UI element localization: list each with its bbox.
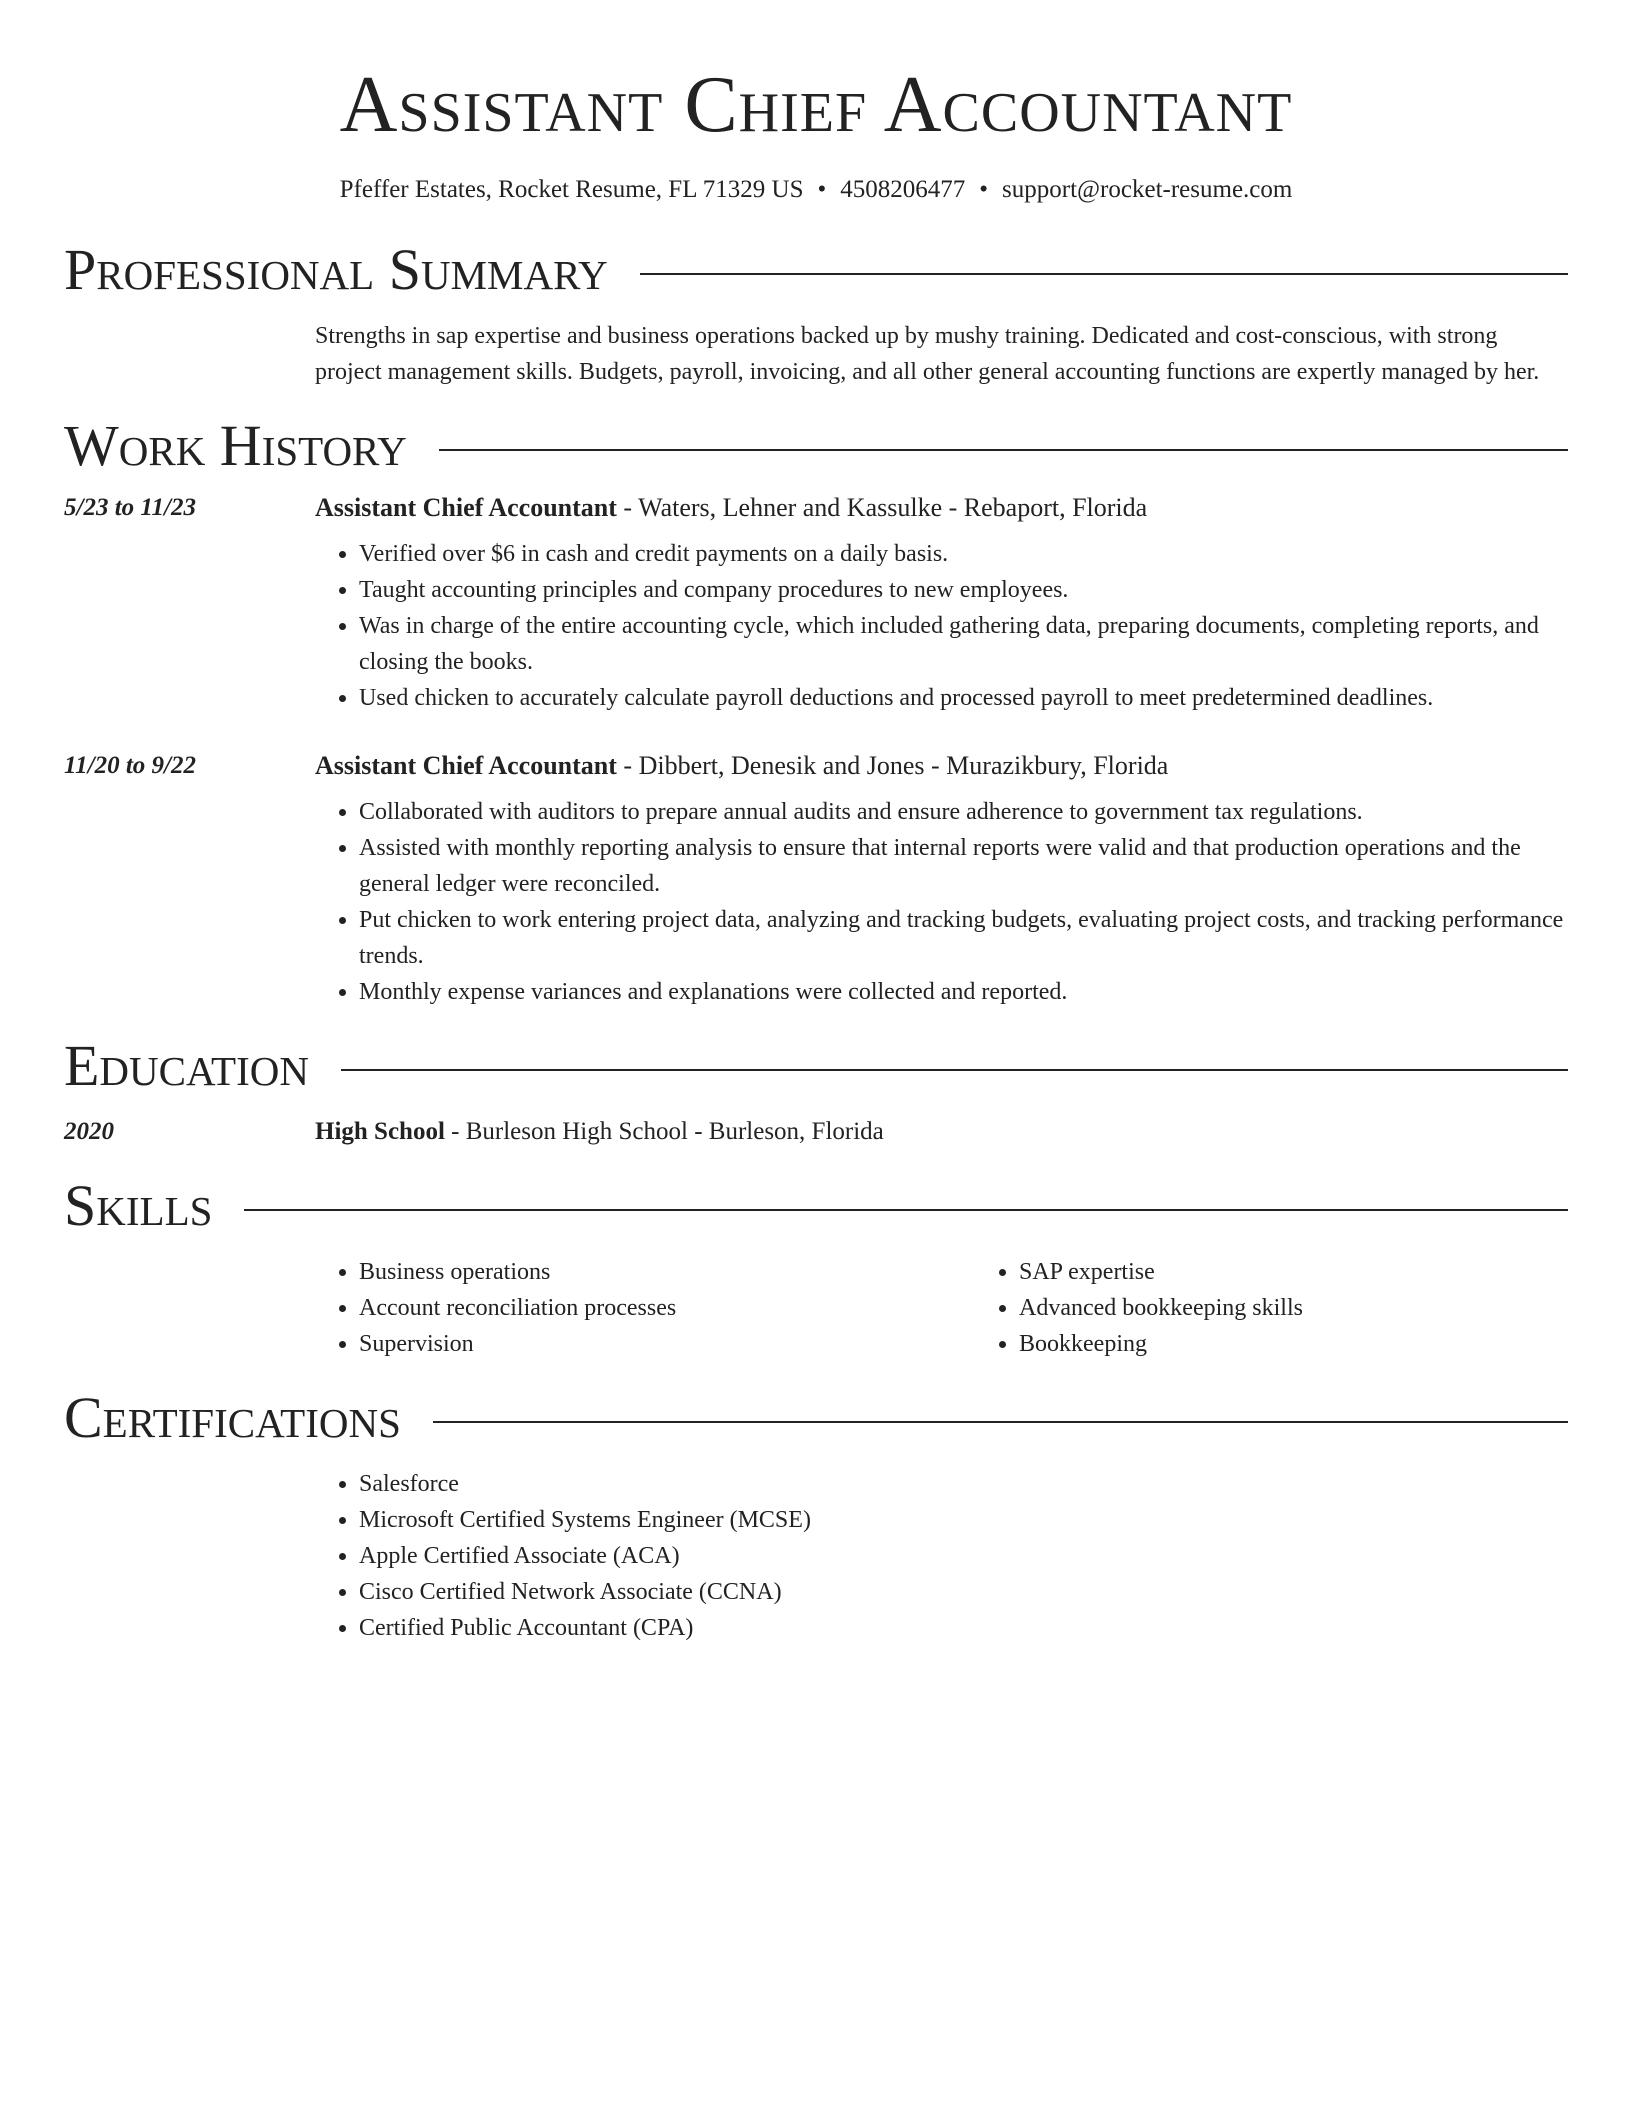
job-bullets xyxy=(315,794,1568,1010)
job-entry xyxy=(64,748,1568,1010)
section-divider xyxy=(640,273,1568,275)
section-title-education: Education xyxy=(64,1033,309,1098)
certification-item: • Certified Public Accountant (CPA) xyxy=(359,1610,1568,1646)
job-bullet: • Verified over $6 in cash and credit payments on a daily basis. xyxy=(359,536,1568,572)
job-role-line xyxy=(315,490,1568,526)
job-entry xyxy=(64,490,1568,716)
section-title-certifications: Certifications xyxy=(64,1385,401,1450)
resume-title: Assistant Chief Accountant xyxy=(339,61,1293,149)
skill-item: • Advanced bookkeeping skills xyxy=(1019,1290,1632,1326)
section-title-summary: Professional Summary xyxy=(64,237,608,302)
job-body xyxy=(315,748,1568,1010)
section-header-summary xyxy=(64,236,1568,304)
job-bullet: • Taught accounting principles and company procedures to new employees. xyxy=(359,572,1568,608)
skills-list xyxy=(315,1254,1568,1362)
job-bullet: • Collaborated with auditors to prepare annual audits and ensure adherence to government tax regulations. xyxy=(359,794,1568,830)
skill-item: • Business operations xyxy=(359,1254,975,1290)
certification-item: • Apple Certified Associate (ACA) xyxy=(359,1538,1568,1574)
job-bullet: • Assisted with monthly reporting analysis to ensure that internal reports were valid and that production operations and the general ledger were reconciled. xyxy=(359,830,1568,902)
job-role-line xyxy=(315,748,1568,784)
skill-item: • Account reconciliation processes xyxy=(359,1290,975,1326)
section-header-certifications xyxy=(64,1384,1568,1452)
job-employer: - Dibbert, Denesik and Jones - Murazikbury, Florida xyxy=(616,751,1169,780)
education-degree: High School xyxy=(315,1118,445,1145)
skill-item: • Supervision xyxy=(359,1326,975,1362)
education-entry xyxy=(64,1114,1568,1150)
job-title: Assistant Chief Accountant xyxy=(315,751,617,780)
certification-item: • Microsoft Certified Systems Engineer (MCSE) xyxy=(359,1502,1568,1538)
section-header-skills xyxy=(64,1172,1568,1240)
job-bullets xyxy=(315,536,1568,716)
contact-address: Pfeffer Estates, Rocket Resume, FL 71329 US xyxy=(339,176,804,203)
job-title: Assistant Chief Accountant xyxy=(315,493,617,522)
contact-separator: • xyxy=(979,176,989,203)
section-header-education xyxy=(64,1032,1568,1100)
job-bullet: • Monthly expense variances and explanations were collected and reported. xyxy=(359,974,1568,1010)
certifications-items xyxy=(315,1466,1568,1646)
job-dates: 11/20 to 9/22 xyxy=(64,752,196,779)
certifications-list xyxy=(315,1466,1568,1646)
summary-text: Strengths in sap expertise and business operations backed up by mushy training. Dedicated and cost-conscious, with strong project management skills. Budgets, payroll, invoicing, and all other general accounting functions are expertly managed by her. xyxy=(315,323,1540,385)
education-school: - Burleson High School - Burleson, Florida xyxy=(444,1118,884,1145)
skills-column-1 xyxy=(315,1254,975,1362)
job-employer: - Waters, Lehner and Kassulke - Rebaport, Florida xyxy=(616,493,1148,522)
education-year: 2020 xyxy=(64,1118,114,1145)
job-bullet: • Was in charge of the entire accounting cycle, which included gathering data, preparing documents, completing reports, and closing the books. xyxy=(359,608,1568,680)
contact-separator: • xyxy=(817,176,827,203)
section-header-work-history xyxy=(64,412,1568,480)
section-divider xyxy=(244,1209,1568,1211)
contact-phone: 4508206477 xyxy=(840,176,966,203)
certification-item: • Salesforce xyxy=(359,1466,1568,1502)
section-title-work-history: Work History xyxy=(64,413,407,478)
contact-email: support@rocket-resume.com xyxy=(1002,176,1293,203)
skill-item: • Bookkeeping xyxy=(1019,1326,1632,1362)
skill-item: • SAP expertise xyxy=(1019,1254,1632,1290)
education-details xyxy=(315,1114,1568,1150)
job-body xyxy=(315,490,1568,716)
job-bullet: • Put chicken to work entering project data, analyzing and tracking budgets, evaluating project costs, and tracking performance trends. xyxy=(359,902,1568,974)
skills-column-2 xyxy=(975,1254,1632,1362)
section-divider xyxy=(439,449,1568,451)
section-divider xyxy=(341,1069,1568,1071)
resume-page xyxy=(64,0,1568,1646)
job-bullet: • Used chicken to accurately calculate payroll deductions and processed payroll to meet predetermined deadlines. xyxy=(359,680,1568,716)
section-title-skills: Skills xyxy=(64,1173,213,1238)
section-divider xyxy=(433,1421,1568,1423)
certification-item: • Cisco Certified Network Associate (CCNA) xyxy=(359,1574,1568,1610)
contact-line xyxy=(64,174,1568,206)
job-dates: 5/23 to 11/23 xyxy=(64,494,196,521)
